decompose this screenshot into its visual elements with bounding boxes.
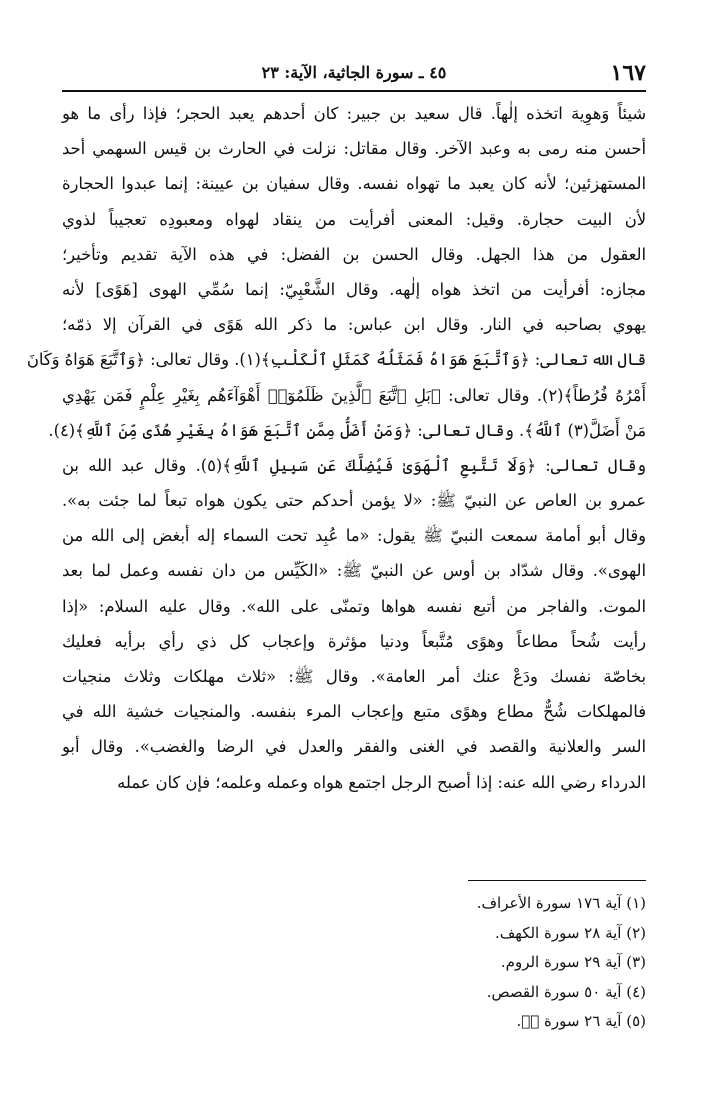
text-line: لأن البيت حجارة. وقيل: المعنى أفرأيت من ينقاد لهواه ومعبودِه تعجيباً لذوي xyxy=(62,209,646,229)
footnote-item: (٤) آية ٥٠ سورة القصص. xyxy=(486,982,646,1001)
text-line: عمرو بن العاص عن النبيّ ﷺ: «لا يؤمن أحدكم حتى يكون هواه تبعاً لما جئت به». xyxy=(62,491,646,511)
text-line: أحسن منه رمى به وعبد الآخر. وقال مقاتل: نزلت في الحارث بن قيس السهمي أحد xyxy=(62,139,646,159)
text-line: يهوي بصاحبه في النار. وقال ابن عباس: ما ذكر الله هَوًى في القرآن إلا ذمّه؛ xyxy=(62,315,646,335)
text-line: مجازه: أفرأيت من اتخذ هواه إلٰهه. وقال الشَّعْبِيّ: إنما سُمِّي الهوى [هَوًى] لأنه xyxy=(62,279,646,299)
text-line: وقال تعالى: ﴿وَلَا تَتَّبِعِ ٱلْهَوَىٰ فَيُضِلَّكَ عَن سَبِيلِ ٱللَّهِ﴾(٥). وقال عبد الله بن xyxy=(62,455,646,475)
footnote-item: (٢) آية ٢٨ سورة الكهف. xyxy=(494,923,646,942)
text-line: وقال أبو أمامة سمعت النبيّ ﷺ يقول: «ما عُبِد تحت السماء إله أبغض إلى الله من xyxy=(62,526,646,546)
body-text xyxy=(26,96,646,800)
text-line: الدرداء رضي الله عنه: إذا أصبح الرجل اجتمع هواه وعمله وعلمه؛ فإن كان عمله xyxy=(117,772,646,792)
page-header xyxy=(62,54,646,92)
text-line: الهوى». وقال شدّاد بن أوس عن النبيّ ﷺ: «الكَيِّس من دان نفسه وعمل لما بعد xyxy=(62,561,646,581)
text-line: قال الله تعالى: ﴿وَٱتَّبَعَ هَوَاهُ فَمَثَلُهُ كَمَثَلِ ٱلْكَلْبِ﴾(١). وقال تعالى: ﴿وَٱتَّبَعَ هَوَاهُ وَكَانَ xyxy=(26,350,646,370)
text-line: شيئاً وَهوِيهَ اتخذه إلٰهاً. قال سعيد بن جبير: كان أحدهم يعبد الحجر؛ فإذا رأى ما هو xyxy=(62,104,646,123)
text-line: مَنْ أَضَلَّ(٣) ٱللَّهُ﴾. وقال تعالى: ﴿وَمَنْ أَضَلُّ مِمَّنِ ٱتَّبَعَ هَوَاهُ بِغَيْرِ هُدًى مِّنَ ٱللَّهِ﴾(٤). xyxy=(48,420,646,440)
text-line: أَمْرُهُ فُرُطاً﴾(٢). وقال تعالى: ﴿بَلِ ٱتَّبَعَ ٱلَّذِينَ ظَلَمُوٓا۟ أَهْوَآءَهُم بِغَيْرِ عِلْمٍ فَمَن يَهْدِي xyxy=(62,385,646,405)
text-line: العقول من هذا الجهل. وقال الحسن بن الفضل: في هذه الآية تقديم وتأخير؛ xyxy=(62,244,646,264)
page-number: ١٦٧ xyxy=(610,60,646,86)
text-line: السر والعلانية والقصد في الغنى والفقر والعدل في الرضا والغضب». وقال أبو xyxy=(62,737,646,757)
text-line: المستهزئين؛ لأنه كان يعبد ما تهواه نفسه. وقال سفيان بن عيينة: إنما عبدوا الحجارة xyxy=(62,174,646,194)
text-line: فالمهلكات شُحٌّ مطاع وهوًى متبع وإعجاب المرء بنفسه. والمنجيات خشية الله في xyxy=(62,702,646,722)
footnote-item: (٥) آية ٢٦ سورة صۤ. xyxy=(516,1012,646,1030)
text-line: الموت. والفاجر من أتبع نفسه هواها وتمنّى على الله». وقال عليه السلام: «إذا xyxy=(62,596,646,616)
footnote-item: (٣) آية ٢٩ سورة الروم. xyxy=(500,953,646,971)
running-title: ٤٥ ـ سورة الجاثية، الآية: ٢٣ xyxy=(261,63,447,82)
text-line: بخاصّة نفسك ودَعْ عنك أمر العامة». وقال ﷺ: «ثلاث مهلكات وثلاث منجيات xyxy=(62,667,646,686)
text-line: رأيت شُحاً مطاعاً وهوًى مُتَّبعاً ودنيا مؤثرة وإعجاب كل ذي رأي برأيه فعليك xyxy=(62,631,646,651)
footnotes xyxy=(286,889,646,1037)
footnote-item: (١) آية ١٧٦ سورة الأعراف. xyxy=(476,894,646,912)
footnote-divider xyxy=(468,880,646,881)
